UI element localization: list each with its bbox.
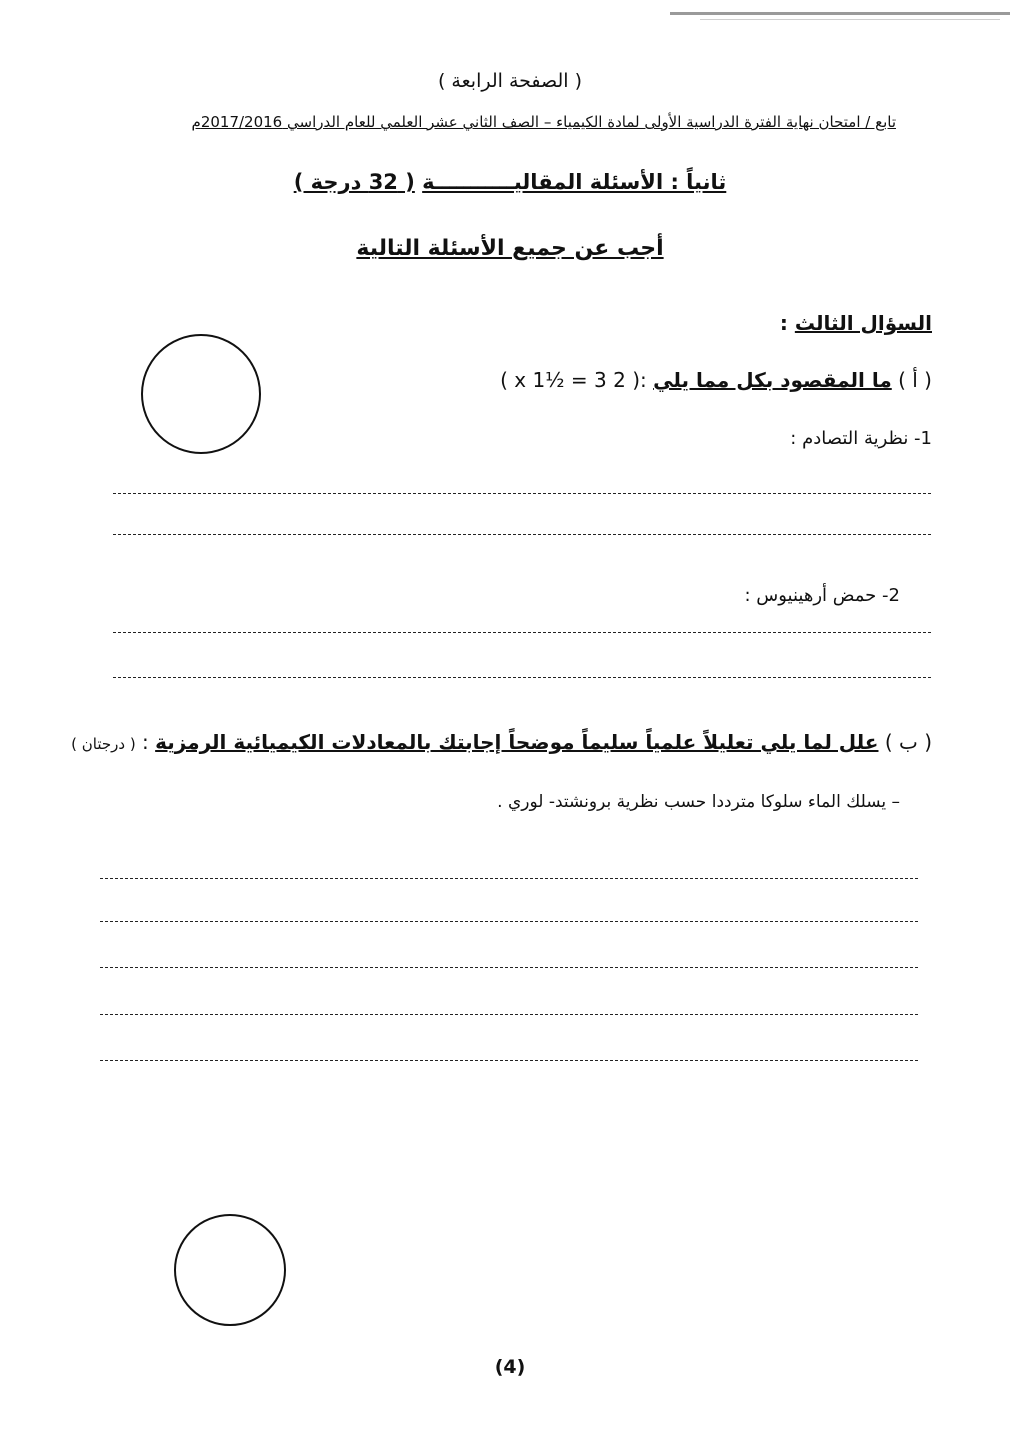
answer-line[interactable] [113,493,931,494]
item-text: حمض أرهينيوس : [744,585,877,606]
question-3-heading [780,311,932,335]
part-a-item-1 [790,428,932,449]
bullet-dash: – [891,792,900,812]
part-b-item-1 [497,792,900,812]
part-b-text: علل لما يلي تعليلاً علمياً سليماً موضحاً إجابتك بالمعادلات الكيميائية الرمزية [155,730,879,754]
question-3-title: السؤال الثالث [794,311,932,335]
part-b-marks: ( درجتان ) [71,735,136,753]
answer-line[interactable] [100,878,918,879]
part-b-heading [71,730,932,754]
answer-line[interactable] [113,677,931,678]
part-a-item-2 [744,585,900,606]
scan-artifact-line [700,19,1000,20]
part-b-sep: : [135,730,156,754]
scan-artifact-top [670,12,1010,15]
answer-line[interactable] [113,534,931,535]
section-title: ثانياً : الأسئلة المقاليـــــــــــة [422,170,727,194]
answer-line[interactable] [100,1014,918,1015]
item-number: 1- [908,428,932,449]
question-3-colon: : [779,311,788,335]
grade-circle-bottom [174,1214,286,1326]
part-a-label: ( أ ) [898,368,932,392]
part-a-text: ما المقصود بكل مما يلي [653,368,892,392]
item-text: نظرية التصادم : [790,428,909,449]
answer-line[interactable] [100,921,918,922]
item-text: يسلك الماء سلوكا مترددا حسب نظرية برونشتد- لوري . [497,792,887,812]
page-label: ( الصفحة الرابعة ) [437,70,583,92]
exam-title: تابع / امتحان نهاية الفترة الدراسية الأولى لمادة الكيمياء – الصف الثاني عشر العلمي للعام الدراسي 2017/2016م [191,113,896,131]
part-a-heading [500,368,932,392]
part-b-label: ( ب ) [884,730,932,754]
instruction: أجب عن جميع الأسئلة التالية [356,236,664,261]
answer-line[interactable] [100,967,918,968]
item-number: 2- [876,585,900,606]
section-heading [0,170,1020,194]
page-number: (4) [494,1356,526,1378]
grade-circle-top [141,334,261,454]
section-marks: ( 32 درجة ) [293,170,415,194]
answer-line[interactable] [100,1060,918,1061]
answer-line[interactable] [113,632,931,633]
part-a-marks: :( 2 x 1½ = 3 ) [500,368,647,392]
